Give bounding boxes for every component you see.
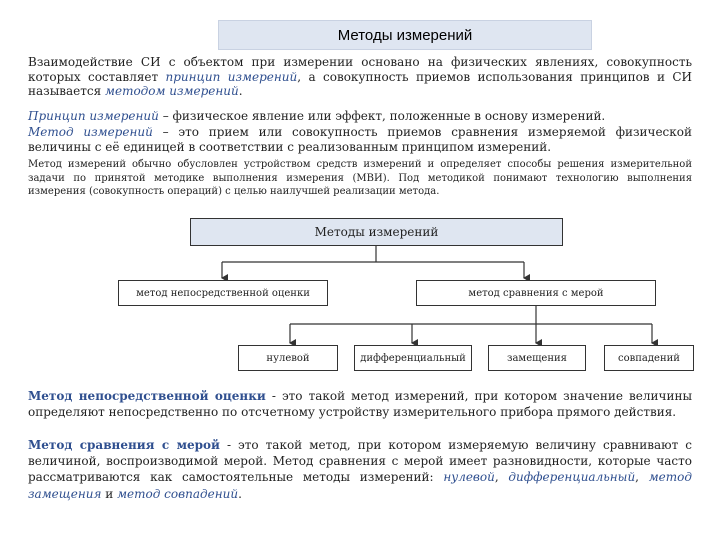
page-title: Методы измерений — [218, 20, 592, 50]
comparison-end: . — [238, 486, 242, 501]
separator-1: , — [494, 470, 509, 485]
diagram-root-box: Методы измерений — [190, 218, 563, 246]
method-term: Метод измерений — [28, 125, 153, 139]
null-method-box: нулевой — [238, 345, 338, 371]
variant-coincidence: метод совпадений — [117, 486, 239, 501]
method-note: Метод измерений обычно обусловлен устройством средств измерений и определяет способы решения измерительной задачи по принятой методике выполнения измерения (МВИ). Под методикой понимают технологию выполнения измерения (совокупность операций) с целью наилучшей реализации метода. — [28, 159, 692, 197]
direct-assessment-text: - это такой метод измерений, при котором значение величины определяют непосредственно по отсчетному устройству измерительного прибора прямого действия. — [28, 389, 692, 420]
substitution-method-box: замещения — [488, 345, 586, 371]
comparison-method-text: - это такой метод, при котором измеряемую величину сравнивают с величиной, воспроизводимой мерой. Метод сравнения с мерой имеет разновидности, которые часто рассматриваются как самостоятельные методы измерений: — [28, 438, 692, 485]
conjunction-and: и — [101, 486, 118, 501]
intro-text-end: . — [238, 84, 243, 99]
method-text: – это прием или совокупность приемов сравнения измеряемой физической величины с её единицей в соответствии с реализованным принципом измерений. — [28, 125, 692, 154]
direct-assessment-box: метод непосредственной оценки — [118, 280, 328, 306]
intro-text-2: , а совокупность приемов использования принципов и СИ называется — [28, 69, 692, 99]
term-measurement-method: методом измерений — [105, 84, 239, 99]
direct-assessment-definition — [28, 388, 692, 420]
direct-assessment-term: Метод непосредственной оценки — [28, 389, 266, 403]
variant-differential: дифференциальный — [508, 470, 636, 485]
variant-null: нулевой — [443, 470, 495, 485]
comparison-method-box: метод сравнения с мерой — [416, 280, 656, 306]
comparison-method-definition — [28, 437, 692, 502]
separator-2: , — [635, 470, 649, 485]
term-measurement-principle: принцип измерений — [165, 69, 298, 84]
differential-method-box: дифференциальный — [354, 345, 472, 371]
intro-text-1: Взаимодействие СИ с объектом при измерении основано на физических явлениях, совокупность которых составляет — [28, 55, 692, 84]
comparison-method-term: Метод сравнения с мерой — [28, 438, 220, 452]
principle-text: – физическое явление или эффект, положенные в основу измерений. — [158, 109, 606, 123]
variant-substitution: метод замещения — [28, 470, 692, 501]
principle-term: Принцип измерений — [28, 109, 159, 123]
coincidence-method-box: совпадений — [604, 345, 694, 371]
